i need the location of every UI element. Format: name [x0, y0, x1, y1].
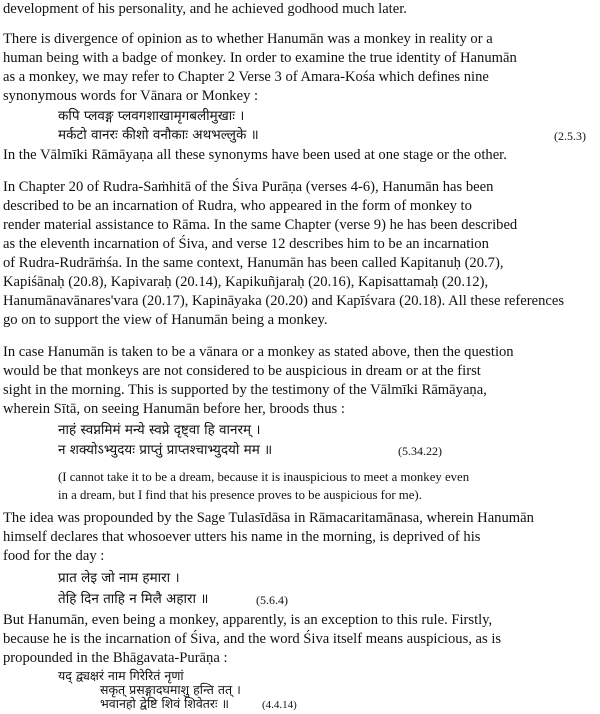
text-line: wherein Sītā, on seeing Hanumān before her, broods thus :: [3, 401, 345, 417]
text-line: himself declares that whosoever utters his name in the morning, is deprived of his: [3, 529, 481, 545]
text-line: of Rudra-Rudrāṁśa. In the same context, Hanumān has been called Kapitanuḥ (20.7),: [3, 255, 504, 271]
text-line: because he is the incarnation of Śiva, and the word Śiva itself means auspicious, as is: [3, 631, 502, 647]
text-line: In the Vālmīki Rāmāyaṇa all these synonyms have been used at one stage or the other.: [3, 147, 507, 163]
text-line: Kapiśānaḥ (20.8), Kapivaraḥ (20.14), Kapikuñjaraḥ (20.16), Kapisattamaḥ (20.12),: [3, 274, 489, 290]
text-line: as a monkey, we may refer to Chapter 2 Verse 3 of Amara-Kośa which defines nine: [3, 69, 489, 85]
text-line: The idea was propounded by the Sage Tulasīdāsa in Rāmacaritamānasa, wherein Hanumān: [3, 510, 534, 526]
verse-reference: (4.4.14): [262, 699, 297, 711]
verse-line: यद् द्व्यक्षरं नाम गिरेरितं नृणां: [58, 668, 184, 683]
verse-reference: (2.5.3): [554, 129, 586, 143]
text-line: propounded in the Bhāgavata-Purāṇa :: [3, 650, 228, 666]
verse-line: कपि प्लवङ्ग प्लवगशाखामृगबलीमुखाः ।: [58, 108, 245, 124]
verse-line: मर्कटो वानरः कीशो वनौकाः अथभल्लुके ॥: [58, 127, 259, 143]
text-line: render material assistance to Rāma. In the same Chapter (verse 9) he has been described: [3, 217, 518, 233]
text-line: development of his personality, and he achieved godhood much later.: [3, 1, 407, 17]
text-line: There is divergence of opinion as to whether Hanumān was a monkey in reality or a: [3, 31, 493, 47]
verse-line: नाहं स्वप्नमिमं मन्ये स्वप्ने दृष्ट्वा हि वानरम् ।: [58, 422, 261, 438]
verse-reference: (5.6.4): [256, 593, 288, 607]
text-line: But Hanumān, even being a monkey, apparently, is an exception to this rule. Firstly,: [3, 612, 493, 628]
translation-line: (I cannot take it to be a dream, because it is inauspicious to meet a monkey even: [58, 470, 470, 484]
verse-line: तेहि दिन ताहि न मिलै अहारा ॥: [58, 591, 209, 607]
text-line: food for the day :: [3, 548, 105, 564]
text-line: Hanumānavānares'vara (20.17), Kapināyaka (20.20) and Kapīśvara (20.18). All these references: [3, 293, 565, 309]
text-line: In Chapter 20 of Rudra-Saṁhitā of the Śiva Purāṇa (verses 4-6), Hanumān has been: [3, 179, 494, 195]
text-line: described to be an incarnation of Rudra, who appeared in the form of monkey to: [3, 198, 472, 214]
text-line: go on to support the view of Hanumān being a monkey.: [3, 312, 328, 328]
text-line: would be that monkeys are not considered to be auspicious in dream or at the first: [3, 363, 481, 379]
text-line: synonymous words for Vānara or Monkey :: [3, 88, 259, 104]
translation-line: in a dream, but I find that his presence proves to be auspicious for me).: [58, 488, 422, 502]
verse-line: सकृत् प्रसङ्गादघमाशु हन्ति तत् ।: [100, 682, 241, 697]
verse-reference: (5.34.22): [398, 444, 442, 458]
text-line: human being with a badge of monkey. In order to examine the true identity of Hanumān: [3, 50, 517, 66]
verse-line: भवानहो द्वेष्टि शिवं शिवेतरः ॥: [100, 696, 230, 711]
verse-line: प्रात लेइ जो नाम हमारा ।: [58, 570, 180, 586]
verse-line: न शक्योऽभ्युदयः प्राप्तुं प्राप्तश्चाभ्युदयो मम ॥: [58, 442, 273, 458]
text-line: sight in the morning. This is supported by the testimony of the Vālmīki Rāmāyaṇa,: [3, 382, 487, 398]
text-line: In case Hanumān is taken to be a vānara or a monkey as stated above, then the question: [3, 344, 514, 360]
text-line: as the eleventh incarnation of Śiva, and verse 12 describes him to be an incarnation: [3, 236, 489, 252]
